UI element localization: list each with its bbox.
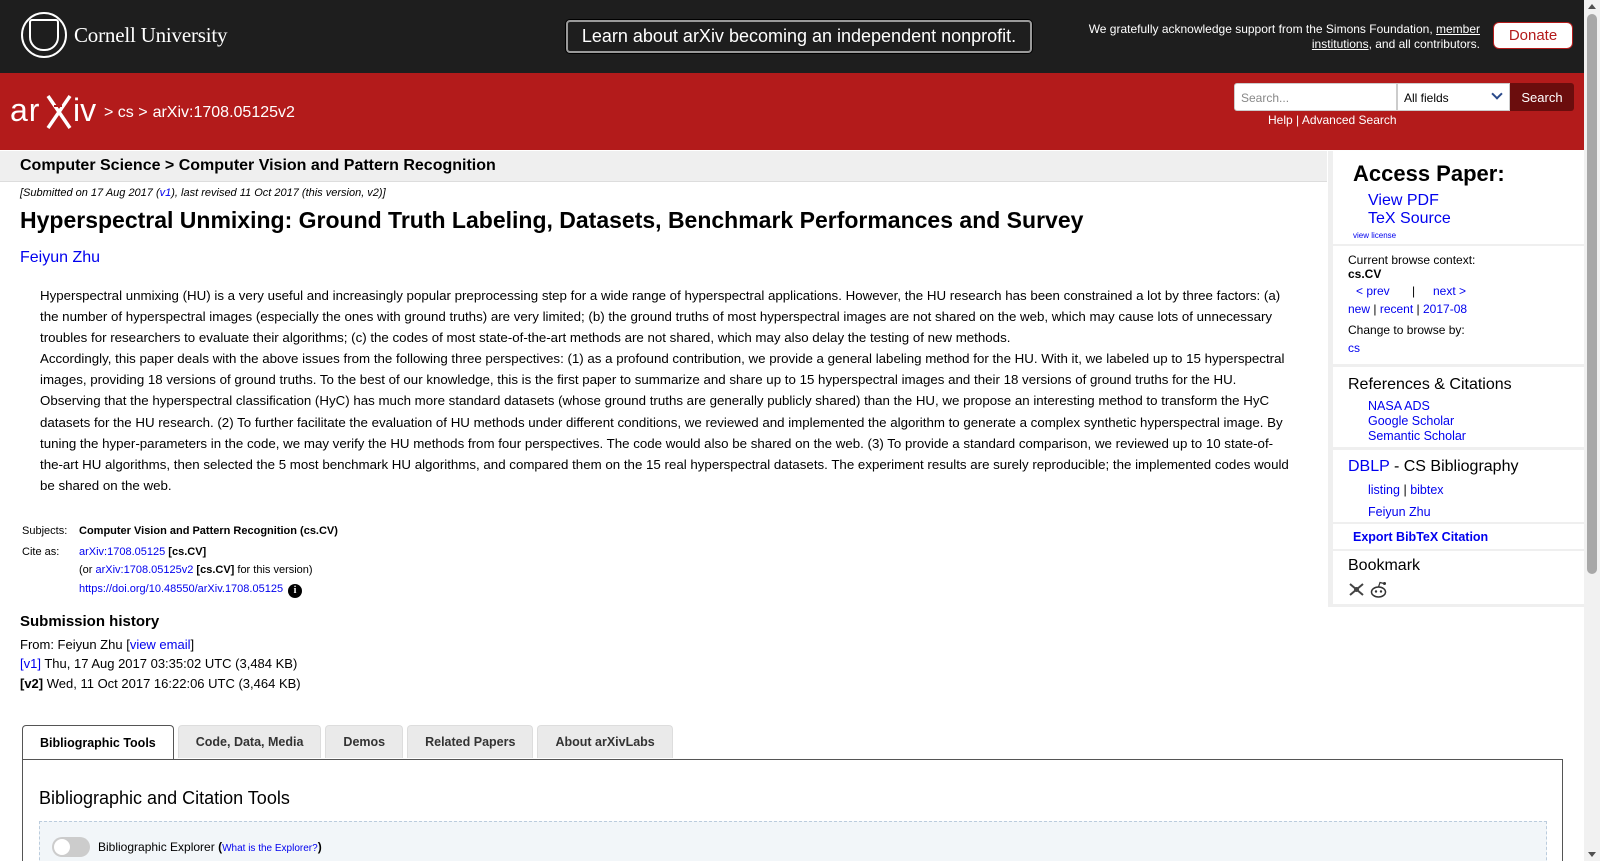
chevron-down-icon <box>1491 88 1502 99</box>
search-field-select[interactable]: All fields <box>1397 83 1510 111</box>
submission-dateline: [Submitted on 17 Aug 2017 (v1), last revised 11 Oct 2017 (this version, v2)] <box>20 187 386 199</box>
recent-link[interactable]: recent <box>1379 302 1414 316</box>
nonprofit-announcement-button[interactable]: Learn about arXiv becoming an independent nonprofit. <box>566 20 1032 53</box>
cite-link[interactable]: arXiv:1708.05125 <box>79 545 166 558</box>
reddit-icon[interactable] <box>1369 581 1388 598</box>
new-link[interactable]: new <box>1348 302 1371 316</box>
dblp-listing-link[interactable]: listing <box>1368 483 1400 497</box>
cornell-seal-icon <box>21 12 67 58</box>
scrollbar-thumb[interactable] <box>1587 14 1597 574</box>
metadata-table: Subjects: Computer Vision and Pattern Recognition (cs.CV) Cite as: arXiv:1708.05125 [cs.CV] (or arXiv:1708.05125v2 [cs.CV] for this version) https://doi.org/10.48550/arXiv.1708.05125 i <box>20 521 340 599</box>
member-link[interactable]: member <box>1435 22 1480 36</box>
scroll-up-icon[interactable] <box>1588 4 1596 9</box>
panel-title: Bibliographic and Citation Tools <box>39 788 290 808</box>
v1-link[interactable]: v1 <box>159 187 172 199</box>
subjects-label: Subjects: <box>22 525 68 537</box>
next-link[interactable]: next > <box>1433 284 1467 298</box>
version-link[interactable]: arXiv:1708.05125v2 <box>95 564 194 576</box>
breadcrumb <box>104 104 300 122</box>
institutions-link[interactable]: institutions <box>1311 37 1369 51</box>
submission-history: Submission history From: Feiyun Zhu [view email] [v1] Thu, 17 Aug 2017 03:35:02 UTC (3,484 KB) [v2] Wed, 11 Oct 2017 16:22:06 UTC (3,464 KB) <box>20 613 301 691</box>
refs-heading: References & Citations <box>1348 376 1512 393</box>
browse-nav: new | recent | 2017-08 <box>1348 302 1468 316</box>
history-v2-label: [v2] <box>20 675 44 691</box>
arxiv-header <box>0 73 1584 150</box>
svg-text:iv: iv <box>73 92 97 128</box>
cornell-name: Cornell University <box>74 22 228 47</box>
arxiv-logo-icon[interactable] <box>10 90 102 134</box>
breadcrumb-paper-id: arXiv:1708.05125v2 <box>152 104 295 121</box>
bookmark-heading: Bookmark <box>1348 557 1421 574</box>
access-heading: Access Paper: <box>1353 161 1505 186</box>
help-link[interactable]: Help <box>1268 113 1293 127</box>
advanced-search-link[interactable]: Advanced Search <box>1301 113 1397 127</box>
view-email-link[interactable]: view email <box>129 636 191 652</box>
svg-text:ar: ar <box>10 92 41 128</box>
right-sidebar <box>1328 151 1584 607</box>
subject-header: Computer Science > Computer Vision and Pattern Recognition <box>0 151 1327 182</box>
breadcrumb-cs[interactable]: > cs > <box>104 104 148 121</box>
prev-link[interactable]: < prev <box>1356 284 1390 298</box>
paper-title: Hyperspectral Unmixing: Ground Truth Labeling, Datasets, Benchmark Performances and Survey <box>20 207 1084 233</box>
dblp-author-link[interactable]: Feiyun Zhu <box>1368 505 1431 519</box>
change-browse-label: Change to browse by: <box>1348 323 1465 337</box>
dblp-bibtex-link[interactable]: bibtex <box>1410 483 1444 497</box>
author-link[interactable]: Feiyun Zhu <box>20 249 101 266</box>
labs-tabs <box>22 725 677 760</box>
context-value: cs.CV <box>1348 267 1382 281</box>
tab-bibliographic-tools[interactable]: Bibliographic Tools <box>22 725 174 760</box>
bibsonomy-icon[interactable] <box>1348 581 1365 598</box>
tab-panel <box>22 759 1563 861</box>
browse-cs-link[interactable]: cs <box>1348 341 1360 355</box>
tab-code-data-media[interactable]: Code, Data, Media <box>178 725 322 758</box>
scroll-down-icon[interactable] <box>1588 852 1596 857</box>
nasa-ads-link[interactable]: NASA ADS <box>1368 399 1430 413</box>
search-input[interactable]: Search... <box>1234 83 1397 111</box>
cornell-top-bar <box>0 0 1584 73</box>
cite-label: Cite as: <box>22 545 60 558</box>
abstract <box>40 285 1290 496</box>
tab-related-papers[interactable]: Related Papers <box>407 725 533 758</box>
dblp-heading: DBLP - CS Bibliography <box>1348 458 1519 475</box>
tab-about-arxivlabs[interactable]: About arXivLabs <box>537 725 672 758</box>
export-box <box>1333 524 1584 549</box>
browse-context-box: Current browse context: cs.CV < prev | next > new | recent | 2017-08 Change to browse by: cs <box>1333 246 1584 364</box>
submission-history-heading: Submission history <box>20 613 160 630</box>
explorer-box <box>39 821 1547 861</box>
explorer-label: Bibliographic Explorer (What is the Explorer?) <box>98 840 322 854</box>
help-links: Help | Advanced Search <box>1268 113 1397 127</box>
cornell-logo[interactable] <box>21 12 227 58</box>
abstract-paragraph-1: Hyperspectral unmixing (HU) is a very useful and increasingly popular preprocessing step for a wide range of hyperspectral applications. However, the HU research has been constrained a lot by three factors: (a) the number of hyperspectral images (especially the ones with ground truths) are very limited; (b) the ground truths of most hyperspectral images are not shared on the web, which may cause lots of unnecessary troubles for researchers to evaluate their algorithms; (c) the codes of most state-of-the-art methods are not shared, which may also delay the testing of new methods. <box>40 288 1281 346</box>
doi-link[interactable]: https://doi.org/10.48550/arXiv.1708.05125 <box>79 582 284 595</box>
bookmark-box <box>1333 551 1584 604</box>
dblp-link[interactable]: DBLP <box>1348 458 1390 475</box>
export-bibtex-link[interactable]: Export BibTeX Citation <box>1353 530 1489 544</box>
history-v1-link[interactable]: [v1] <box>20 656 41 671</box>
dblp-listing-row: listing | bibtex <box>1368 483 1444 497</box>
bookmark-icons <box>1348 581 1388 598</box>
access-paper-box <box>1333 151 1584 244</box>
what-is-explorer-link[interactable]: What is the Explorer? <box>222 843 318 854</box>
view-pdf-link[interactable]: View PDF <box>1368 192 1439 209</box>
donate-button[interactable]: Donate <box>1493 22 1573 49</box>
explorer-toggle[interactable] <box>52 837 90 857</box>
info-icon[interactable]: i <box>288 584 302 598</box>
context-label: Current browse context: <box>1348 253 1476 267</box>
support-acknowledgement: We gratefully acknowledge support from the Simons Foundation, member institutions, and all contributors. <box>1088 22 1480 51</box>
subjects-value: Computer Vision and Pattern Recognition (cs.CV) <box>79 525 338 537</box>
abstract-paragraph-2: Accordingly, this paper deals with the above issues from the following three perspectives: (1) as a profound contribution, we provide a general labeling method for the HU. With it, we labeled up to 15 hyperspectral images, providing 18 versions of ground truths. To the best of our knowledge, this is the first paper to summarize and share up to 15 hyperspectral images and their 18 versions of ground truths for the HU. Observing that the hyperspectral classification (HyC) has much more standard datasets (whose ground truths are generally publicly shared) than the HU, we propose an interesting method to transform the HyC datasets for the HU research. (2) To further facilitate the evaluation of HU methods under different conditions, we reviewed and implemented the algorithm to generate a complex synthetic hyperspectral image. By tuning the hyper-parameters in the code, we may verify the HU methods from four perspectives. The code would also be shared on the web. (3) To provide a standard comparison, we reviewed up to 10 state-of-the-art HU algorithms, then selected the 5 most benchmark HU algorithms, and compared them on the 15 real hyperspectral datasets. The experiment results are surely reproducible; the implemented codes would be shared on the web. <box>40 351 1289 493</box>
search-button[interactable]: Search <box>1510 83 1574 111</box>
references-box <box>1333 367 1584 447</box>
tex-source-link[interactable]: TeX Source <box>1368 210 1451 227</box>
view-license-link[interactable]: view license <box>1353 231 1397 240</box>
semantic-scholar-link[interactable]: Semantic Scholar <box>1368 429 1466 443</box>
tab-demos[interactable]: Demos <box>325 725 403 758</box>
google-scholar-link[interactable]: Google Scholar <box>1368 414 1455 428</box>
dblp-box <box>1333 450 1584 522</box>
month-link[interactable]: 2017-08 <box>1423 302 1468 316</box>
page-scrollbar[interactable] <box>1584 0 1600 861</box>
